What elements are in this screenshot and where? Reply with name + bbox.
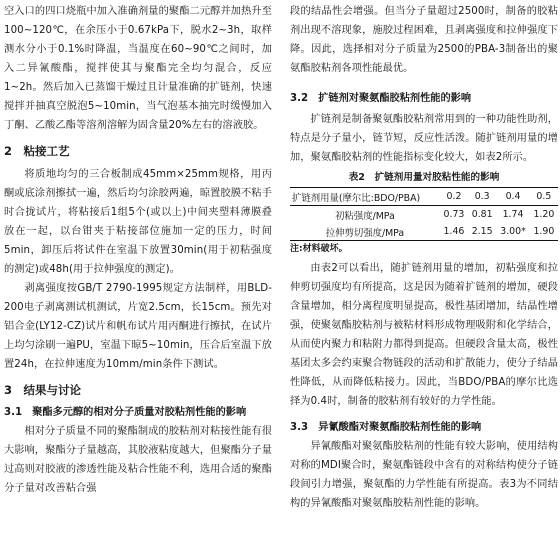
table-header-cell: 0.2 [440, 188, 468, 206]
table-row [290, 206, 558, 224]
table-row [290, 223, 558, 241]
bonding-paragraph: 将质地均匀的三合板制成45mm×25mm规格，用丙酮或底涂剂擦拭一遍，然后均匀涂胶两遍，晾置胶膜不粘手时合拢试片，将粘接后1组5个(或以上)中间夹塑料薄膜叠放在一起，以台钳夹于粘接部位施加一定的压力，时间5min，卸压后将试件在室温下放置30min(用于初粘强度的测定)或48h(用于拉伸强度的测定)。 [4, 169, 272, 275]
table-cell: 0.73 [443, 209, 465, 220]
intro-paragraph: 空入口的四口烧瓶中加入准确剂量的聚酯二元醇并加热升至100~120℃，在余压小于0.67kPa下，脱水2~3h，取样测水分小于0.1%时降温，当温度在60~90℃之间时，加入二异氰酸酯，搅拌使其与聚酯完全均匀混合，反应1~2h。然后加入已蒸馏干燥过且计量准确的扩链剂，快速搅拌并抽真空脱泡5~10min，当气泡基本抽完时缓慢加入丁酮、乙酸乙酯等溶剂溶解为固含量20%左右的溶液胶。 [4, 6, 272, 131]
section-2-heading: 2 粘接工艺 [4, 144, 70, 158]
table-header-cell: 0.4 [496, 188, 530, 206]
table-header-cell: 0.5 [530, 188, 558, 206]
table-cell: 拉伸剪切强度/MPa [290, 223, 440, 241]
left-column [4, 0, 272, 498]
section-3-2-heading: 3.2 扩链剂对聚氨酯胶粘剂性能的影响 [290, 93, 472, 104]
table-cell: 初粘强度/MPa [335, 210, 395, 222]
table-cell: 1.90 [530, 223, 558, 241]
table-cell: 3.00* [496, 223, 530, 241]
chain-extender-table [290, 187, 558, 241]
table-header-cell: 0.3 [468, 188, 496, 206]
table-cell: 1.20 [533, 209, 555, 220]
table-header-cell: 扩链剂用量(摩尔比:BDO/PBA) [290, 188, 440, 206]
table-header-row [290, 188, 558, 206]
table-cell: 2.15 [468, 223, 496, 241]
table-caption: 表2 扩链剂用量对胶粘性能的影响 [348, 172, 500, 183]
right-column [290, 0, 558, 513]
top-paragraph: 段的结晶性会增强。但当分子量超过2500时，制备的胶粘剂出现不溶现象，施胶过程困难，且剥离强度和拉伸强度下降。因此，选择相对分子质量为2500的PBA-3制备出的聚氨酯胶粘剂各项性能最优。 [290, 6, 558, 74]
section-3-heading: 3 结果与讨论 [4, 383, 82, 397]
table-cell: 1.74 [502, 209, 524, 220]
section-3-3-paragraph: 异氰酸酯对聚氨酯胶粘剂的性能有较大影响，使用结构对称的MDI聚合时，聚氨酯链段中含有的对称结构使分子链段间引力增强，聚氨酯的力学性能有所提高。表3为不同结构的异氰酸酯对聚氨酯胶粘剂性能的影响。 [290, 441, 558, 509]
table-cell: 0.81 [471, 209, 493, 220]
table-cell: 1.46 [440, 223, 468, 241]
section-3-3-heading: 3.3 异氰酸酯对聚氨酯胶粘剂性能的影响 [290, 422, 482, 433]
table-note: 注:材料破坏。 [290, 244, 348, 254]
section-3-1-heading: 3.1 聚酯多元醇的相对分子质量对胶粘剂性能的影响 [4, 407, 247, 418]
analysis-paragraph: 由表2可以看出，随扩链剂用量的增加，初粘强度和拉伸剪切强度均有所提高，这是因为随着扩链剂的增加，硬段含量增加，相分离程度明显提高，极性基团增加，结晶性增强，使聚氨酯胶粘剂与被粘材料形成物理吸附和化学结合，从而使内聚力和粘附力都得到提高。但硬段含量太高，极性基团太多会约束聚合物链段的活动和扩散能力，使分子结晶性降低，从而降低粘接力。因此，当BDO/PBA的摩尔比选择为0.4时，制备的胶粘剂有较好的力学性能。 [290, 263, 558, 407]
section-3-1-paragraph: 相对分子质量不同的聚酯制成的胶粘剂对粘接性能有很大影响，聚酯分子量越高，其胶液粘度越大，但聚酯分子量过高则对胶液的渗透性能及粘合性能不利，选用合适的聚酯分子量对改善粘合强 [4, 426, 272, 494]
section-3-2-paragraph: 扩链剂是制备聚氨酯胶粘剂常用到的一种功能性助剂，特点是分子量小，链节短，反应性活泼。随扩链剂用量的增加，聚氨酯胶粘剂的性能指标变化较大，如表2所示。 [290, 114, 558, 163]
peel-paragraph: 剥离强度按GB/T 2790-1995规定方法制样，用BLD-200电子剥离测试机测试，片宽2.5cm，长15cm。预先对铝合金(LY12-CZ)试片和帆布试片用丙酮进行擦拭，在试片上均匀涂刷一遍PU，室温下晾5~10min，压合后室温下放置24h，在拉伸速度为10mm/min条件下测试。 [4, 283, 272, 370]
